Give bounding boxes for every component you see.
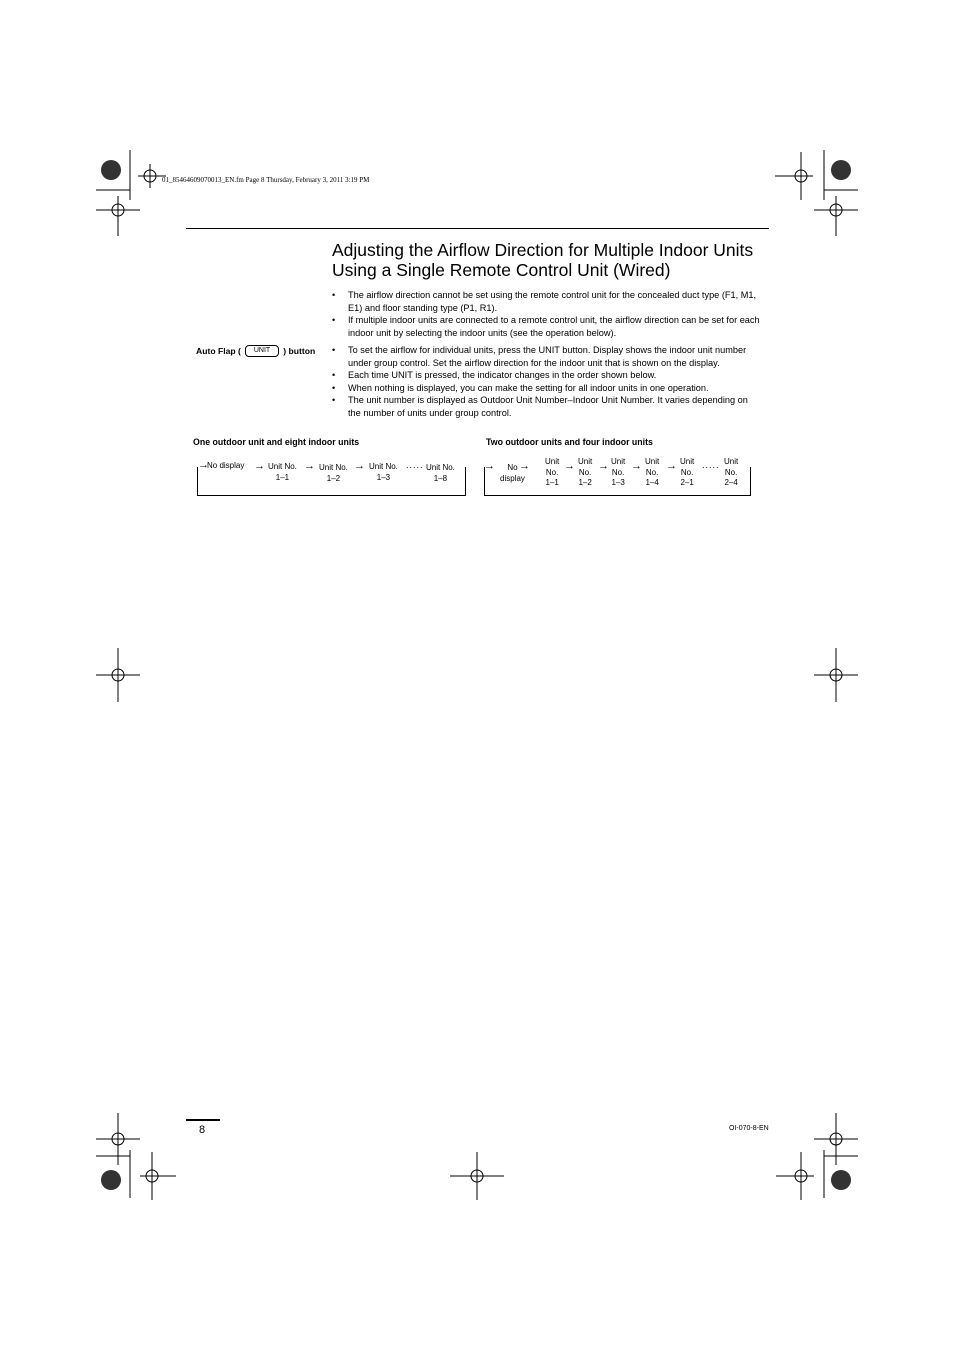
arrow-icon: → xyxy=(198,459,209,471)
arrow-icon: → xyxy=(519,460,530,472)
footer-rule xyxy=(186,1119,220,1121)
arrow-icon: → xyxy=(666,460,677,472)
seq-item: Unit No. 1–2 xyxy=(319,463,348,483)
seq-item: Unit No. 1–1 xyxy=(268,462,297,482)
bullet-item: • Each time UNIT is pressed, the indicator changes in the order shown below. xyxy=(332,369,762,382)
seq-item: Unit No. 1–2 xyxy=(578,457,593,487)
bullet-item: • When nothing is displayed, you can make the setting for all indoor units in one operation. xyxy=(332,382,762,395)
seq-item: Unit No. 1–3 xyxy=(611,457,626,487)
bullet-item: • To set the airflow for individual units, press the UNIT button. Display shows the indoor unit number under group control. Set the airflow direction for the indoor unit that is shown on the display. xyxy=(332,344,762,369)
seq-item: No display xyxy=(207,461,245,470)
seq-item: Unit No. 2–1 xyxy=(680,457,695,487)
arrow-icon: → xyxy=(484,460,495,472)
bullet-item: • If multiple indoor units are connected to a remote control unit, the airflow direction can be set for each indoor unit by selecting the indoor units (see the operation below). xyxy=(332,314,762,339)
page-number: 8 xyxy=(199,1124,206,1136)
arrow-icon: → xyxy=(598,460,609,472)
operation-bullets xyxy=(332,344,762,419)
label-suffix: ) button xyxy=(283,346,316,356)
seq-item: Unit No. 1–8 xyxy=(426,463,455,483)
seq-item: No display xyxy=(500,463,525,483)
arrow-icon: → xyxy=(564,460,575,472)
doc-code: OI-070-8-EN xyxy=(729,1125,769,1132)
header-rule xyxy=(186,228,769,229)
arrow-icon: → xyxy=(254,460,265,472)
seq-item: Unit No. 1–1 xyxy=(545,457,560,487)
print-header: 01_85464609070013_EN.fm Page 8 Thursday, February 3, 2011 3:19 PM xyxy=(162,176,370,184)
seq-item: Unit No. 1–3 xyxy=(369,462,398,482)
ellipsis: ..... xyxy=(406,460,424,470)
ellipsis: ..... xyxy=(702,460,720,470)
diagram-right-heading: Two outdoor units and four indoor units xyxy=(486,437,653,447)
arrow-icon: → xyxy=(354,460,365,472)
intro-bullets xyxy=(332,289,762,339)
bullet-item: • The unit number is displayed as Outdoor Unit Number–Indoor Unit Number. It varies depending on the number of units under group control. xyxy=(332,394,762,419)
arrow-icon: → xyxy=(631,460,642,472)
page-title xyxy=(332,240,753,280)
bullet-item: • The airflow direction cannot be set using the remote control unit for the concealed duct type (F1, M1, E1) and floor standing type (P1, R1). xyxy=(332,289,762,314)
page-title-line2: Using a Single Remote Control Unit (Wired) xyxy=(332,260,671,280)
diagram-left-heading: One outdoor unit and eight indoor units xyxy=(193,437,360,447)
page-title-line1: Adjusting the Airflow Direction for Multiple Indoor Units xyxy=(332,240,754,260)
seq-item: Unit No. 1–4 xyxy=(645,457,660,487)
seq-item: Unit No. 2–4 xyxy=(724,457,739,487)
unit-button-icon: UNIT xyxy=(245,345,279,357)
arrow-icon: → xyxy=(304,460,315,472)
label-prefix: Auto Flap ( xyxy=(196,346,241,356)
auto-flap-label xyxy=(196,345,315,357)
